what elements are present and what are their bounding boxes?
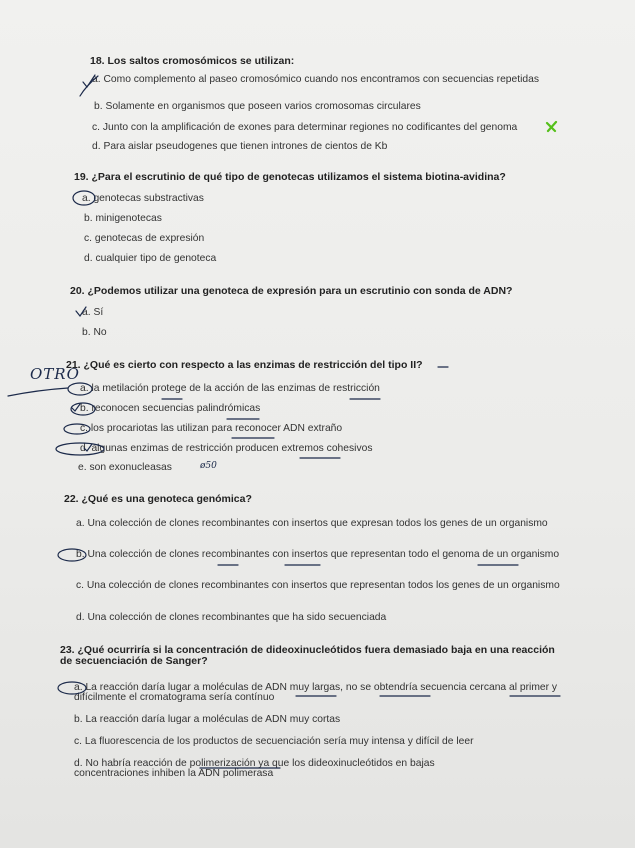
- option-d: d. Una colección de clones recombinantes que ha sido secuenciada: [76, 612, 387, 623]
- option-b: b. Una colección de clones recombinantes con insertos que representan todo el genoma de un organismo: [76, 549, 560, 560]
- option-b: b. No: [82, 327, 107, 338]
- question-title: 22. ¿Qué es una genoteca genómica?: [64, 493, 252, 505]
- option-a: a. genotecas substractivas: [82, 193, 204, 204]
- option-a: a. La reacción daría lugar a moléculas de ADN muy largas, no se obtendría secuencia cercana al primer y difícilmente el cromatograma sería contínuo: [74, 682, 558, 703]
- option-b: b. Solamente en organismos que poseen varios cromosomas circulares: [94, 101, 421, 112]
- option-b: b. La reacción daría lugar a moléculas de ADN muy cortas: [74, 714, 341, 725]
- question-title: 18. Los saltos cromosómicos se utilizan:: [90, 55, 295, 67]
- handwritten-note-e: ø50: [200, 461, 217, 471]
- option-c: c. La fluorescencia de los productos de secuenciación sería muy intensa y difícil de leer: [74, 736, 474, 747]
- option-b: b. minigenotecas: [84, 213, 162, 224]
- question-title: 19. ¿Para el escrutinio de qué tipo de genotecas utilizamos el sistema biotina-avidina?: [74, 171, 506, 183]
- option-a: a. Sí: [82, 307, 104, 318]
- option-a: a. la metilación protege de la acción de las enzimas de restricción: [80, 383, 380, 394]
- option-a: a. Una colección de clones recombinantes con insertos que expresan todos los genes de un organismo: [76, 518, 548, 529]
- question-title: 21. ¿Qué es cierto con respecto a las enzimas de restricción del tipo II?: [66, 359, 423, 371]
- question-title: 20. ¿Podemos utilizar una genoteca de expresión para un escrutinio con sonda de ADN?: [70, 285, 513, 297]
- option-d: d. algunas enzimas de restricción producen extremos cohesivos: [80, 443, 373, 454]
- option-d: d. cualquier tipo de genoteca: [84, 253, 217, 264]
- option-c: c. Junto con la amplificación de exones para determinar regiones no codificantes del genoma: [92, 122, 518, 133]
- option-c: c. Una colección de clones recombinantes con insertos que representan todos los genes de un organismo: [76, 580, 560, 591]
- option-b: b. reconocen secuencias palindrómicas: [80, 403, 261, 414]
- option-c: c. genotecas de expresión: [84, 233, 205, 244]
- handwritten-otro-note: OTRO: [30, 365, 80, 383]
- option-d: d. Para aislar pseudogenes que tienen intrones de cientos de Kb: [92, 141, 388, 152]
- option-a: a. Como complemento al paseo cromosómico cuando nos encontramos con secuencias repetidas: [92, 74, 540, 85]
- question-title: 23. ¿Qué ocurriría si la concentración de dideoxinucleótidos fuera demasiado baja en una reacción de secuenciación de Sanger?: [60, 644, 555, 667]
- option-c: c. los procariotas las utilizan para reconocer ADN extraño: [80, 423, 343, 434]
- option-d: d. No habría reacción de polimerización ya que los dideoxinucleótidos en bajas concentraciones inhiben la ADN polimerasa: [74, 758, 435, 779]
- option-e: e. son exonucleasas: [78, 462, 172, 473]
